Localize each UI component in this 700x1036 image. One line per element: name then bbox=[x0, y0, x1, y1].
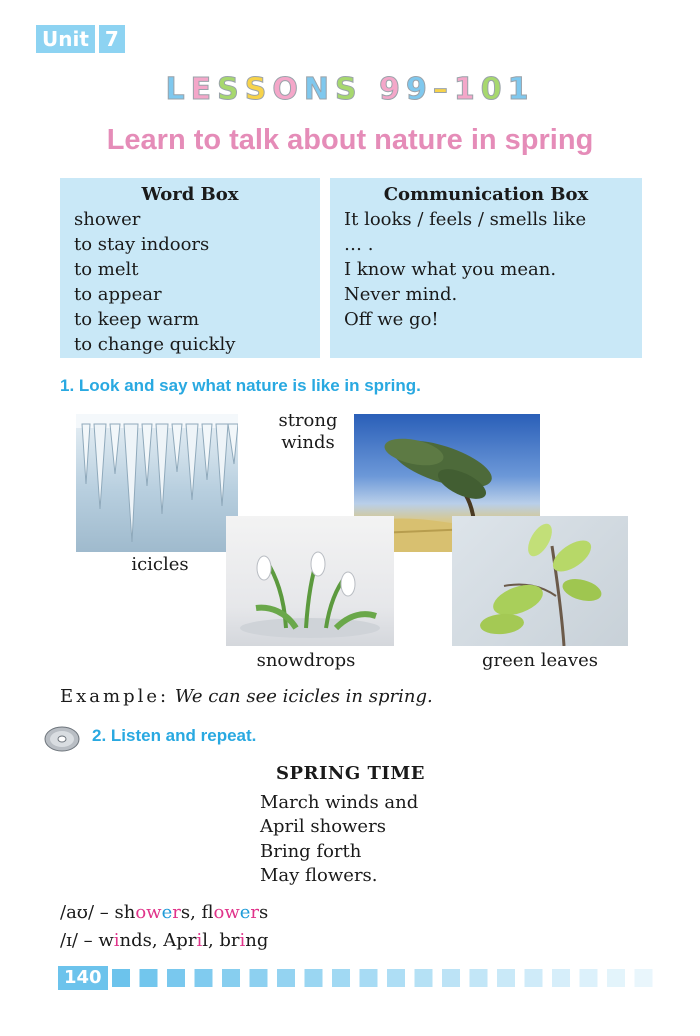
lessons-letter: E bbox=[190, 72, 218, 107]
poem-line: Bring forth bbox=[260, 840, 362, 862]
phonetics-highlight: ow bbox=[135, 902, 162, 923]
footer-square bbox=[552, 969, 570, 987]
icicles-photo bbox=[76, 414, 238, 552]
phonetics-highlight: i bbox=[196, 930, 203, 951]
lessons-letter: S bbox=[217, 72, 245, 107]
caption-snowdrops: snowdrops bbox=[256, 650, 356, 671]
phonetics-text: /ɪ/ – w bbox=[60, 930, 114, 951]
task-2-instruction: 2. Listen and repeat. bbox=[92, 726, 257, 745]
word-box-item: to appear bbox=[74, 284, 162, 305]
poem-line: April showers bbox=[260, 816, 386, 837]
phonetics-highlight: i bbox=[239, 930, 246, 951]
caption-strong-winds-line: winds bbox=[281, 432, 335, 453]
footer-square bbox=[250, 969, 268, 987]
lessons-letter: S bbox=[335, 72, 363, 107]
word-box-item: to melt bbox=[74, 259, 139, 280]
page-number: 140 bbox=[58, 966, 108, 990]
footer-square bbox=[442, 969, 460, 987]
footer-square bbox=[387, 969, 405, 987]
lessons-letter: – bbox=[432, 72, 454, 107]
footer-square bbox=[305, 969, 323, 987]
word-box-item: shower bbox=[74, 209, 141, 230]
phonetics-highlight: e bbox=[161, 902, 173, 923]
lessons-letter: 9 bbox=[379, 72, 406, 107]
phonetics-text: sh bbox=[114, 902, 136, 923]
footer-square bbox=[277, 969, 295, 987]
poem-line: May flowers. bbox=[260, 865, 378, 886]
footer-square bbox=[415, 969, 433, 987]
caption-strong-winds bbox=[262, 410, 354, 454]
lessons-letter: N bbox=[303, 72, 336, 107]
page-title: Learn to talk about nature in spring bbox=[106, 124, 594, 156]
task-1-instruction: 1. Look and say what nature is like in spring. bbox=[60, 376, 421, 395]
communication-box-item: Off we go! bbox=[344, 309, 439, 330]
phonetics-text: /aʊ/ – bbox=[60, 902, 115, 923]
lessons-heading bbox=[0, 72, 700, 107]
poem bbox=[260, 762, 425, 889]
caption-icicles: icicles bbox=[131, 554, 189, 575]
unit-label: Unit bbox=[36, 25, 95, 53]
footer-square bbox=[607, 969, 625, 987]
example-text: We can see icicles in spring. bbox=[174, 686, 433, 707]
footer-square bbox=[497, 969, 515, 987]
footer-square bbox=[635, 969, 653, 987]
footer-square bbox=[525, 969, 543, 987]
communication-box-title: Communication Box bbox=[383, 184, 589, 205]
phonetics-text: l, br bbox=[202, 930, 240, 951]
audio-cd-icon[interactable] bbox=[44, 724, 80, 752]
snowdrops-photo bbox=[226, 516, 394, 646]
lessons-letter: S bbox=[244, 72, 273, 107]
word-box bbox=[60, 178, 320, 358]
footer-square bbox=[167, 969, 185, 987]
page-footer bbox=[58, 966, 108, 990]
phonetics-highlight: i bbox=[113, 930, 120, 951]
footer-square bbox=[580, 969, 598, 987]
phonetics-highlight: ow bbox=[213, 902, 240, 923]
phonetics-text: s bbox=[259, 902, 269, 923]
word-box-item: to keep warm bbox=[74, 309, 200, 330]
unit-number: 7 bbox=[99, 25, 125, 53]
phonetics-line-i bbox=[60, 930, 268, 951]
word-box-title: Word Box bbox=[141, 184, 239, 205]
communication-box-item: … . bbox=[344, 234, 374, 255]
poem-line: March winds and bbox=[260, 791, 419, 813]
unit-badge bbox=[36, 24, 125, 54]
lessons-letter: 9 bbox=[405, 72, 433, 107]
communication-box bbox=[330, 178, 642, 358]
footer-square bbox=[112, 969, 130, 987]
word-box-item: to change quickly bbox=[74, 334, 236, 355]
word-box-item: to stay indoors bbox=[74, 234, 210, 255]
lessons-letter: 1 bbox=[453, 72, 481, 107]
footer-square bbox=[332, 969, 350, 987]
lessons-letter bbox=[363, 72, 379, 107]
lessons-letter: L bbox=[165, 72, 191, 107]
poem-title: SPRING TIME bbox=[276, 763, 425, 784]
footer-square bbox=[140, 969, 158, 987]
footer-square bbox=[360, 969, 378, 987]
communication-box-item: It looks / feels / smells like bbox=[344, 209, 587, 230]
green-leaves-photo bbox=[452, 516, 628, 646]
example-label: Example: bbox=[60, 686, 170, 707]
lessons-letter: O bbox=[272, 72, 304, 107]
footer-square bbox=[195, 969, 213, 987]
phonetics-highlight: e bbox=[239, 902, 251, 923]
communication-box-item: I know what you mean. bbox=[344, 259, 557, 280]
footer-square bbox=[470, 969, 488, 987]
phonetics-line-aw bbox=[60, 902, 268, 923]
phonetics-highlight: r bbox=[172, 902, 181, 923]
phonetics-text: ng bbox=[245, 930, 269, 951]
phonetics-text: nds, Apr bbox=[119, 930, 197, 951]
footer-square bbox=[222, 969, 240, 987]
phonetics-highlight: r bbox=[250, 902, 260, 923]
footer-squares-decoration bbox=[112, 966, 672, 990]
lessons-letter: 0 bbox=[480, 72, 508, 107]
caption-strong-winds-line: strong bbox=[278, 410, 338, 431]
caption-green-leaves: green leaves bbox=[482, 650, 598, 671]
lessons-letter: 1 bbox=[507, 72, 535, 107]
communication-box-item: Never mind. bbox=[344, 284, 458, 305]
example-sentence bbox=[60, 686, 433, 707]
phonetics-text: s, fl bbox=[180, 902, 214, 923]
